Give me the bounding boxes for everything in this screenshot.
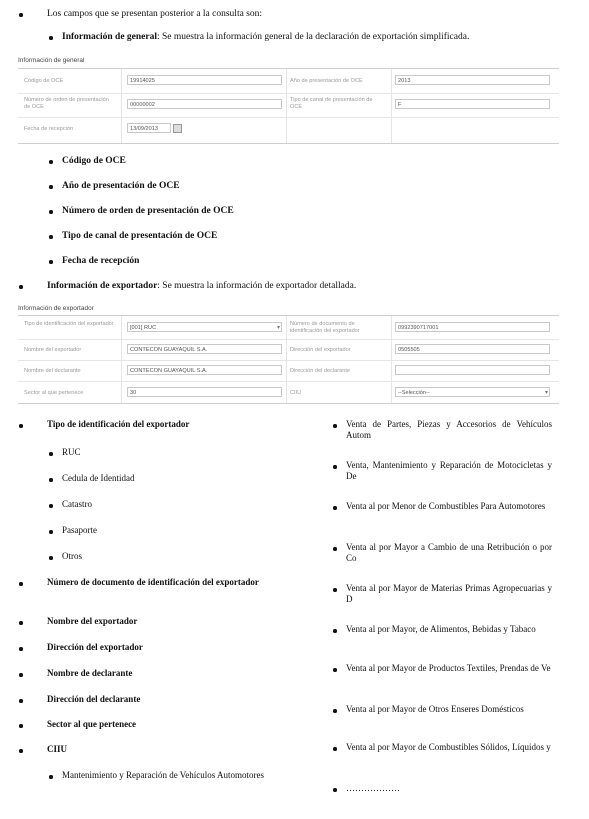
bullet-dot bbox=[19, 749, 23, 753]
tipo-id-option: RUC bbox=[62, 447, 81, 457]
left-list-item: Dirección del exportador bbox=[47, 642, 143, 652]
left-list-item: Sector al que pertenece bbox=[47, 719, 137, 729]
exporter-info-bullet bbox=[47, 280, 567, 292]
direccion-exp-label: Dirección del exportador bbox=[290, 347, 351, 353]
ciiu-option: Venta de Partes, Piezas y Accesorios de Vehículos Autom bbox=[346, 419, 552, 440]
bullet-dot bbox=[49, 478, 53, 482]
tipo-canal-field[interactable]: F bbox=[395, 99, 550, 109]
bullet-dot bbox=[19, 673, 23, 677]
bullet-dot bbox=[49, 210, 53, 214]
general-field-item: Código de OCE bbox=[62, 156, 126, 166]
left-list-item: Tipo de identificación del exportador bbox=[47, 419, 190, 429]
general-field-item: Número de orden de presentación de OCE bbox=[62, 206, 234, 216]
ciiu-option: ……………… bbox=[346, 783, 400, 793]
nombre-exp-field[interactable]: CONTECON GUAYAQUIL S.A. bbox=[127, 344, 282, 354]
num-doc-label: Número de documento de identificación del exportador bbox=[290, 321, 360, 334]
general-info-label: Información de general bbox=[62, 32, 157, 42]
codigo-oce-field[interactable]: 19914025 bbox=[127, 75, 282, 85]
bullet-dot bbox=[333, 668, 337, 672]
bullet-dot bbox=[19, 621, 23, 625]
tipo-id-option: Cedula de Identidad bbox=[62, 473, 135, 483]
tipo-id-option: Pasaporte bbox=[62, 525, 97, 535]
intro-text: Los campos que se presentan posterior a la consulta son: bbox=[47, 9, 263, 19]
exporter-info-label: Información de exportador bbox=[47, 281, 158, 291]
bullet-dot bbox=[19, 285, 23, 289]
left-list-item: CIIU bbox=[47, 744, 68, 754]
numero-orden-field[interactable]: 00000002 bbox=[127, 99, 282, 109]
bullet-dot bbox=[49, 452, 53, 456]
bullet-dot bbox=[333, 629, 337, 633]
bullet-dot bbox=[333, 588, 337, 592]
ciiu-select[interactable] bbox=[395, 387, 550, 397]
left-list-item: Número de documento de identificación del exportador bbox=[47, 577, 259, 587]
ciiu-option: Venta al por Mayor a Cambio de una Retribución o por Co bbox=[346, 542, 552, 563]
bullet-dot bbox=[19, 582, 23, 586]
tipo-id-label: Tipo de identificación del exportador bbox=[24, 321, 114, 327]
ciiu-label: CIIU bbox=[290, 390, 302, 396]
ciiu-option: Venta al por Mayor de Otros Enseres Domésticos bbox=[346, 704, 524, 714]
sector-label: Sector al que pertenece bbox=[24, 390, 84, 396]
nombre-exp-label: Nombre del exportador bbox=[24, 347, 82, 353]
ciiu-option: Venta al por Mayor, de Alimentos, Bebidas y Tabaco bbox=[346, 624, 536, 634]
exporter-info-form bbox=[18, 315, 559, 404]
num-doc-field[interactable]: 0992390717001 bbox=[395, 322, 550, 332]
tipo-canal-label: Tipo de canal de presentación de OCE bbox=[290, 97, 373, 110]
nombre-decl-label: Nombre del declarante bbox=[24, 368, 81, 374]
bullet-dot bbox=[49, 260, 53, 264]
general-info-bullet bbox=[62, 31, 582, 43]
bullet-dot bbox=[19, 647, 23, 651]
ciiu-option: Venta al por Menor de Combustibles Para Automotores bbox=[346, 501, 546, 511]
chevron-down-icon: ▾ bbox=[544, 390, 548, 396]
bullet-dot bbox=[49, 160, 53, 164]
ciiu-value: --Selección-- bbox=[398, 390, 430, 396]
bullet-dot bbox=[333, 788, 337, 792]
left-list-item: Dirección del declarante bbox=[47, 694, 141, 704]
bullet-dot bbox=[49, 185, 53, 189]
nombre-decl-field[interactable]: CONTECON GUAYAQUIL S.A. bbox=[127, 365, 282, 375]
numero-orden-label: Número de orden de presentación de OCE bbox=[24, 97, 109, 110]
direccion-decl-field[interactable] bbox=[395, 365, 550, 375]
direccion-exp-field[interactable]: 0505505 bbox=[395, 344, 550, 354]
bullet-dot bbox=[333, 547, 337, 551]
bullet-dot bbox=[333, 747, 337, 751]
bullet-dot bbox=[49, 556, 53, 560]
tipo-id-select[interactable] bbox=[127, 322, 282, 332]
bullet-dot bbox=[333, 506, 337, 510]
bullet-dot bbox=[19, 724, 23, 728]
ciiu-option: Venta, Mantenimiento y Reparación de Motocicletas y De bbox=[346, 460, 552, 481]
general-info-form bbox=[18, 68, 559, 144]
sector-field[interactable]: 30 bbox=[127, 387, 282, 397]
left-list-item: Nombre del exportador bbox=[47, 616, 138, 626]
direccion-decl-label: Dirección del declarante bbox=[290, 368, 351, 374]
tipo-id-option: Catastro bbox=[62, 499, 92, 509]
general-form-caption: Información de general bbox=[18, 57, 85, 64]
ciiu-option: Mantenimiento y Reparación de Vehículos Automotores bbox=[62, 770, 265, 780]
anio-oce-field[interactable]: 2013 bbox=[395, 75, 550, 85]
anio-oce-label: Año de presentación de OCE bbox=[290, 78, 363, 84]
bullet-dot bbox=[19, 13, 23, 17]
bullet-dot bbox=[49, 504, 53, 508]
bullet-dot bbox=[333, 424, 337, 428]
codigo-oce-label: Código de OCE bbox=[24, 78, 64, 84]
bullet-dot bbox=[19, 424, 23, 428]
calendar-icon[interactable] bbox=[173, 124, 182, 133]
bullet-dot bbox=[49, 36, 53, 40]
tipo-id-value: [001] RUC bbox=[130, 325, 157, 331]
general-field-item: Tipo de canal de presentación de OCE bbox=[62, 231, 218, 241]
bullet-dot bbox=[333, 465, 337, 469]
bullet-dot bbox=[49, 530, 53, 534]
fecha-recepcion-label: Fecha de recepción bbox=[24, 126, 74, 132]
ciiu-option: Venta al por Mayor de Materias Primas Agropecuarias y D bbox=[346, 583, 552, 604]
exporter-form-caption: Información de exportador bbox=[18, 305, 94, 312]
bullet-dot bbox=[333, 709, 337, 713]
tipo-id-option: Otros bbox=[62, 551, 82, 561]
bullet-dot bbox=[49, 235, 53, 239]
fecha-recepcion-field[interactable]: 13/09/2013 bbox=[127, 123, 171, 133]
ciiu-option: Venta al por Mayor de Combustibles Sólidos, Líquidos y bbox=[346, 742, 551, 752]
general-field-item: Fecha de recepción bbox=[62, 256, 140, 266]
left-list-item: Nombre de declarante bbox=[47, 668, 133, 678]
chevron-down-icon: ▾ bbox=[276, 325, 280, 331]
ciiu-option: Venta al por Mayor de Productos Textiles, Prendas de Ve bbox=[346, 663, 551, 673]
bullet-dot bbox=[49, 775, 53, 779]
bullet-dot bbox=[19, 699, 23, 703]
exporter-info-text: : Se muestra la información de exportador detallada. bbox=[157, 281, 357, 291]
general-field-item: Año de presentación de OCE bbox=[62, 181, 180, 191]
general-info-text: : Se muestra la información general de la declaración de exportación simplificada. bbox=[157, 32, 470, 42]
